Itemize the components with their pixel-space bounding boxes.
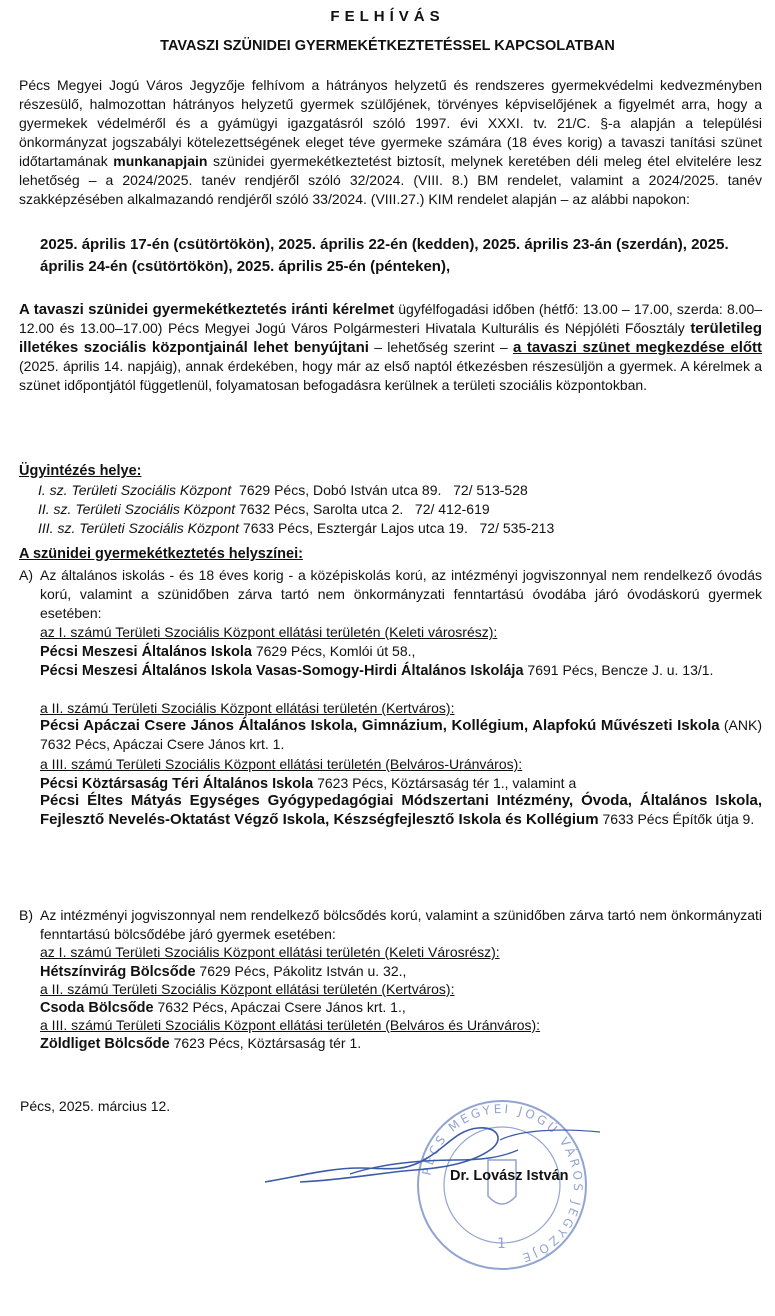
school-name: Pécsi Éltes Mátyás Egységes Gyógypedagógiai Módszertani Intézmény, Óvoda, Általános Iskola, Fejlesztő Nevelés-Oktatást Végző Iskola, Készségfejlesztő Iskola és Kollégium [40,792,762,828]
office-phone: 72/ 535-213 [479,520,555,536]
intro-text: Pécs Megyei Jogú Város Jegyzője felhívom a hátrányos helyzetű és rendszeres gyermekvédelmi kedvezményben részesülő, halmozottan hátrányos helyzetű gyermek szülőjének, törvényes képviselőjének a figyelmét arra, hogy a gyermekek védelméről és a gyámügyi igazgatásról szóló 1997. évi XXXI. tv. 21/C. §-a alapján a települési önkormányzat jogszabályi kötelezettségének eleget téve gyermeke számára (18 éves korig) a tavaszi tanítási szünet időtartamának [19,77,762,169]
nursery-address: 7632 Pécs, Apáczai Csere János krt. 1., [157,999,406,1015]
request-bold-submit: területileg illetékes szociális központjainál lehet benyújtani [19,320,762,356]
signer-name: Dr. Lovász István [450,1168,569,1184]
school-name: Pécsi Meszesi Általános Iskola [40,644,252,660]
intro-bold-workdays: munkanapjain [113,153,208,169]
nursery-name: Csoda Bölcsőde [40,1000,154,1016]
request-bold-lead: A tavaszi szünidei gyermekétkeztetés iránti kérelmet [19,301,395,318]
office-name: I. sz. Területi Szociális Központ [38,482,232,498]
section-b-marker: B) [19,907,33,923]
school-address: 7633 Pécs Építők útja 9. [602,811,755,827]
request-text-2: – lehetőség szerint – [374,339,508,355]
request-text-3: (2025. április 14. napjáig), annak érdekében, hogy már az első naptól étkezésben részesüljön a gyermek. A kérelmek a szünet időpontjától függetlenül, folyamatosan befogadásra kerülnek a területi szociális központokban. [19,358,762,393]
nursery-address: 7629 Pécs, Pákolitz István u. 32., [199,963,407,979]
document-title: FELHÍVÁS [330,8,445,25]
office-address: 7632 Pécs, Sarolta utca 2. [239,501,404,517]
school-name: Pécsi Apáczai Csere János Általános Iskola, Gimnázium, Kollégium, Alapfokú Művészeti Iskola [40,717,720,734]
school-address: 7629 Pécs, Komlói út 58., [255,643,416,659]
school-address: 7623 Pécs, Köztársaság tér 1., valamint a [317,775,577,791]
nursery-address: 7623 Pécs, Köztársaság tér 1. [173,1035,362,1051]
office-address: 7633 Pécs, Esztergár Lajos utca 19. [242,520,468,536]
office-phone: 72/ 513-528 [453,482,528,498]
school-name: Pécsi Meszesi Általános Iskola Vasas-Somogy-Hirdi Általános Iskolája [40,663,524,679]
request-text-1: ügyfélfogadási időben (hétfő: 13.00 – 17.00, szerda: 8.00–12.00 és 13.00–17.00) Pécs Megyei Jogú Város Polgármesteri Hivatala Kulturális és Népjóléti Főosztály [19,301,763,336]
nursery-name: Zöldliget Bölcsőde [40,1036,170,1052]
section-a-area-2: a II. számú Területi Szociális Központ ellátási területén (Kertváros): [40,700,455,716]
school-address: 7691 Pécs, Bencze J. u. 13/1. [527,662,714,678]
office-address: 7629 Pécs, Dobó István utca 89. [239,482,442,498]
section-b-area-3: a III. számú Területi Szociális Központ ellátási területén (Belváros és Uránváros): [40,1017,541,1033]
request-deadline: a tavaszi szünet megkezdése előtt [512,339,763,356]
section-a-marker: A) [19,567,33,583]
section-a-area-3: a III. számú Területi Szociális Központ ellátási területén (Belváros-Uránváros): [40,756,523,772]
section-a-area-1: az I. számú Területi Szociális Központ ellátási területén (Keleti városrész): [40,624,498,640]
office-name: II. sz. Területi Szociális Központ [38,501,236,517]
document-subtitle: TAVASZI SZÜNIDEI GYERMEKÉTKEZTETÉSSEL KAPCSOLATBAN [160,38,615,54]
service-dates: 2025. április 17-én (csütörtökön), 2025. április 22-én (kedden), 2025. április 23-án (szerdán), 2025. április 24-én (csütörtökön), 2025. április 25-én (pénteken), [40,236,729,275]
stamp-text: PÉCS MEGYEI JOGÚ VÁROS JEGYZŐJE [419,1101,586,1266]
school-address: (ANK) 7632 Pécs, Apáczai Csere János krt. 1. [40,717,762,752]
nursery-name: Hétszínvirág Bölcsőde [40,964,196,980]
place-and-date: Pécs, 2025. március 12. [20,1098,171,1114]
svg-text:1: 1 [497,1236,506,1252]
section-b-intro: Az intézményi jogviszonnyal nem rendelkező bölcsődés korú, valamint a szünidőben zárva tartó nem önkormányzati fenntartású bölcsődébe járó gyermek esetében: [40,907,762,942]
locations-heading: A szünidei gyermekétkeztetés helyszínei: [19,546,303,562]
section-b-area-1: az I. számú Területi Szociális Központ ellátási területén (Keleti Városrész): [40,944,500,960]
school-name: Pécsi Köztársaság Téri Általános Iskola [40,776,314,792]
section-b-area-2: a II. számú Területi Szociális Központ ellátási területén (Kertváros): [40,981,455,997]
section-a-intro: Az általános iskolás - és 18 éves korig - a középiskolás korú, az intézményi jogviszonnyal nem rendelkező óvodás korú, valamint a szünidőben zárva tartó nem önkormányzati fenntartású óvodába járó óvodáskorú gyermek esetében: [40,567,762,621]
office-phone: 72/ 412-619 [414,501,490,517]
intro-text-cont: szünidei gyermekétkeztetést biztosít, melynek keretében déli meleg étel elvitelére lesz lehetőség – a 2024/2025. tanév rendjéről szóló 32/2024. (VIII. 8.) BM rendelet, valamint a 2024/2025. tanév szakképzésében alkalmazandó rendjéről szóló 33/2024. (VIII.27.) KIM rendelet alapján – az alábbi napokon: [19,153,762,207]
official-stamp [418,1101,586,1269]
offices-heading: Ügyintézés helye: [19,463,142,479]
office-name: III. sz. Területi Szociális Központ [38,520,240,536]
